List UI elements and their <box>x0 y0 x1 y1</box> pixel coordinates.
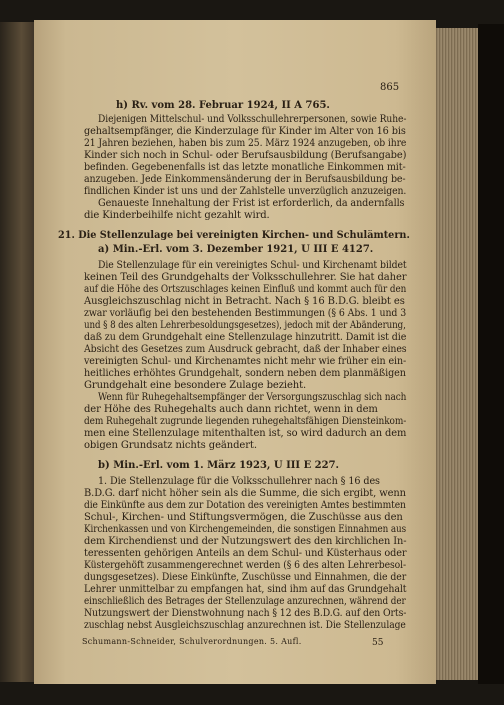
para-b-line: Kirchenkassen und von Kirchengemeinden, die sonstigen Einnahmen aus <box>84 524 407 535</box>
para-a-line: zwar vorläufig bei den bestehenden Bestimmungen (§ 6 Abs. 1 und 3 <box>84 308 407 319</box>
para-a-line: Grundgehalt eine besondere Zulage bezieht. <box>84 380 307 391</box>
para-a-line: heitliches erhöhtes Grundgehalt, sondern neben dem planmäßigen <box>84 368 406 379</box>
section-21-title: 21. Die Stellenzulage bei vereinigten Kirchen- und Schulämtern. <box>58 230 410 241</box>
para-b-line: teressenten gehörigen Anteils an dem Schul- und Küsterhaus oder <box>84 548 407 559</box>
para-b-line: B.D.G. darf nicht höher sein als die Summe, die sich ergibt, wenn <box>84 488 406 499</box>
para-h-line: die Kinderbeihilfe nicht gezahlt wird. <box>84 210 270 221</box>
heading-b: b) Min.-Erl. vom 1. März 1923, U III E 227. <box>98 460 340 471</box>
book-cover-edge <box>478 24 504 684</box>
page-number: 865 <box>380 82 400 93</box>
para-b-line: dungsgesetzes). Diese Einkünfte, Zuschüsse und Einnahmen, die der <box>84 572 407 583</box>
para-a-line: Absicht des Gesetzes zum Ausdruck gebracht, daß der Inhaber eines <box>84 344 407 355</box>
para-a-line: der Höhe des Ruhegehalts auch dann richtet, wenn in dem <box>84 404 378 415</box>
para-h-line: gehaltsempfänger, die Kinderzulage für Kinder im Alter von 16 bis <box>84 126 406 137</box>
para-b-line: einschließlich des Betrages der Stellenzulage anzurechnen, während der <box>84 596 406 607</box>
para-a-line: Wenn für Ruhegehaltsempfänger der Versorgungszuschlag sich nach <box>98 392 407 403</box>
para-h-line: Genaueste Innehaltung der Frist ist erforderlich, da andernfalls <box>98 198 405 209</box>
book-left-edge <box>0 22 36 682</box>
para-b-line: Nutzungswert der Dienstwohnung nach § 12 des B.D.G. auf den Orts- <box>84 608 407 619</box>
para-h-line: Diejenigen Mittelschul- und Volksschullehrerpersonen, sowie Ruhe- <box>98 114 407 125</box>
para-a-line: vereinigten Schul- und Kirchenamtes nicht mehr wie früher ein ein- <box>84 356 407 367</box>
heading-h: h) Rv. vom 28. Februar 1924, II A 765. <box>116 100 330 111</box>
para-b-line: Küstergehöft zusammengerechnet werden (§ 6 des alten Lehrerbesol- <box>84 560 407 571</box>
para-a-line: auf die Höhe des Ortszuschlages keinen Einfluß und kommt auch für den <box>84 284 407 295</box>
page-stack-edge <box>434 28 480 680</box>
para-b-line: Lehrer unmittelbar zu empfangen hat, sind ihm auf das Grundgehalt <box>84 584 407 595</box>
para-h-line: 21 Jahren beziehen, haben bis zum 25. März 1924 anzugeben, ob ihre <box>84 138 407 149</box>
para-a-line: daß zu dem Grundgehalt eine Stellenzulage hinzutritt. Damit ist die <box>84 332 407 343</box>
para-h-line: Kinder sich noch in Schul- oder Berufsausbildung (Berufsangabe) <box>84 150 407 161</box>
para-b-line: dem Kirchendienst und der Nutzungswert des den kirchlichen In- <box>84 536 407 547</box>
footer-citation: Schumann-Schneider, Schulverordnungen. 5. Aufl. <box>82 637 302 646</box>
para-a-line: men eine Stellenzulage mitenthalten ist, so wird dadurch an dem <box>84 428 407 439</box>
signature-mark: 55 <box>372 638 384 648</box>
para-a-line: und § 8 des alten Lehrerbesoldungsgesetzes), jedoch mit der Abänderung, <box>84 320 406 331</box>
para-a-line: obigen Grundsatz nichts geändert. <box>84 440 257 451</box>
para-a-line: Ausgleichszuschlag nicht in Betracht. Nach § 16 B.D.G. bleibt es <box>84 296 405 307</box>
para-h-line: befinden. Gegebenenfalls ist das letzte monatliche Einkommen mit- <box>84 162 406 173</box>
para-a-line: keinen Teil des Grundgehalts der Volksschullehrer. Sie hat daher <box>84 272 407 283</box>
book-page <box>34 20 436 684</box>
para-a-line: Die Stellenzulage für ein vereinigtes Schul- und Kirchenamt bildet <box>98 260 407 271</box>
para-b-line: 1. Die Stellenzulage für die Volksschullehrer nach § 16 des <box>98 476 380 487</box>
para-b-line: Schul-, Kirchen- und Stiftungsvermögen, die Zuschüsse aus den <box>84 512 403 523</box>
para-b-line: die Einkünfte aus dem zur Dotation des vereinigten Amtes bestimmten <box>84 500 406 511</box>
para-b-line: zuschlag nebst Ausgleichszuschlag anzurechnen ist. Die Stellenzulage <box>84 620 406 631</box>
para-h-line: findlichen Kinder ist uns und der Zahlstelle unverzüglich anzuzeigen. <box>84 186 407 197</box>
para-a-line: dem Ruhegehalt zugrunde liegenden ruhegehaltsfähigen Diensteinkom- <box>84 416 407 427</box>
heading-a: a) Min.-Erl. vom 3. Dezember 1921, U III E 4127. <box>98 244 374 255</box>
para-h-line: anzugeben. Jede Einkommensänderung der in Berufsausbildung be- <box>84 174 406 185</box>
